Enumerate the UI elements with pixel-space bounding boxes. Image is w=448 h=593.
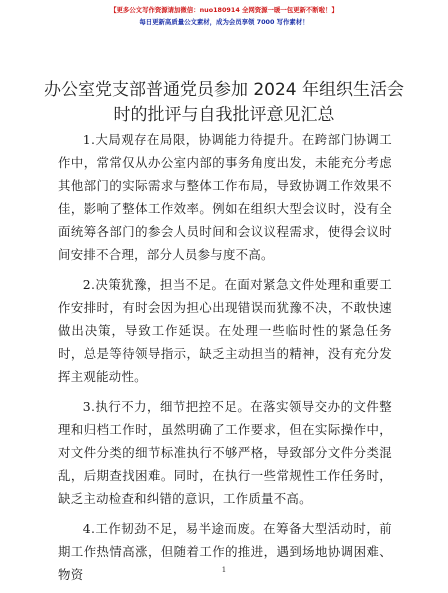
paragraph-4: 4.工作韧劲不足，易半途而废。在筹备大型活动时，前期工作热情高涨，但随着工作的推进，遇到场地协调困难、物资 <box>58 521 392 582</box>
document-title-line-1: 办公室党支部普通党员参加 2024 年组织生活会 <box>43 80 405 100</box>
paragraph-3: 3.执行不力，细节把控不足。在落实领导交办的文件整理和归档工作时，虽然明确了工作要求，但在实际操作中，对文件分类的细节标准执行不够严格，导致部分文件分类混乱，后期查找困难。同时，在执行一些常规性工作任务时，缺乏主动检查和纠错的意识，工作质量不高。 <box>58 399 392 506</box>
page-number: 1 <box>221 566 227 574</box>
promo-banner-line-2: 每日更新高质量公文素材，成为会员享领 7000 写作素材！ <box>139 18 309 26</box>
promo-banner <box>60 4 388 27</box>
paragraph-1: 1.大局观存在局限，协调能力待提升。在跨部门协调工作中，常常仅从办公室内部的事务角度出发，未能充分考虑其他部门的实际需求与整体工作布局，导致协调工作效果不佳，影响了整体工作效率。例如在组织大型会议时，没有全面统筹各部门的参会人员时间和会议议程需求，使得会议时间安排不合理，部分人员参与度不高。 <box>58 132 392 262</box>
promo-banner-line-1: 【更多公文写作资源请加微信：nuo180914 全网资源一暖一包更新不断啦！】 <box>110 6 338 14</box>
document-title-line-2: 时的批评与自我批评意见汇总 <box>113 105 335 125</box>
paragraph-2: 2.决策犹豫，担当不足。在面对紧急文件处理和重要工作安排时，有时会因为担心出现错误而犹豫不决，不敢快速做出决策，导致工作延误。在处理一些临时性的紧急任务时，总是等待领导指示，缺乏主动担当的精神，没有充分发挥主观能动性。 <box>58 277 392 384</box>
document-title <box>40 78 408 128</box>
document-body <box>58 128 392 593</box>
